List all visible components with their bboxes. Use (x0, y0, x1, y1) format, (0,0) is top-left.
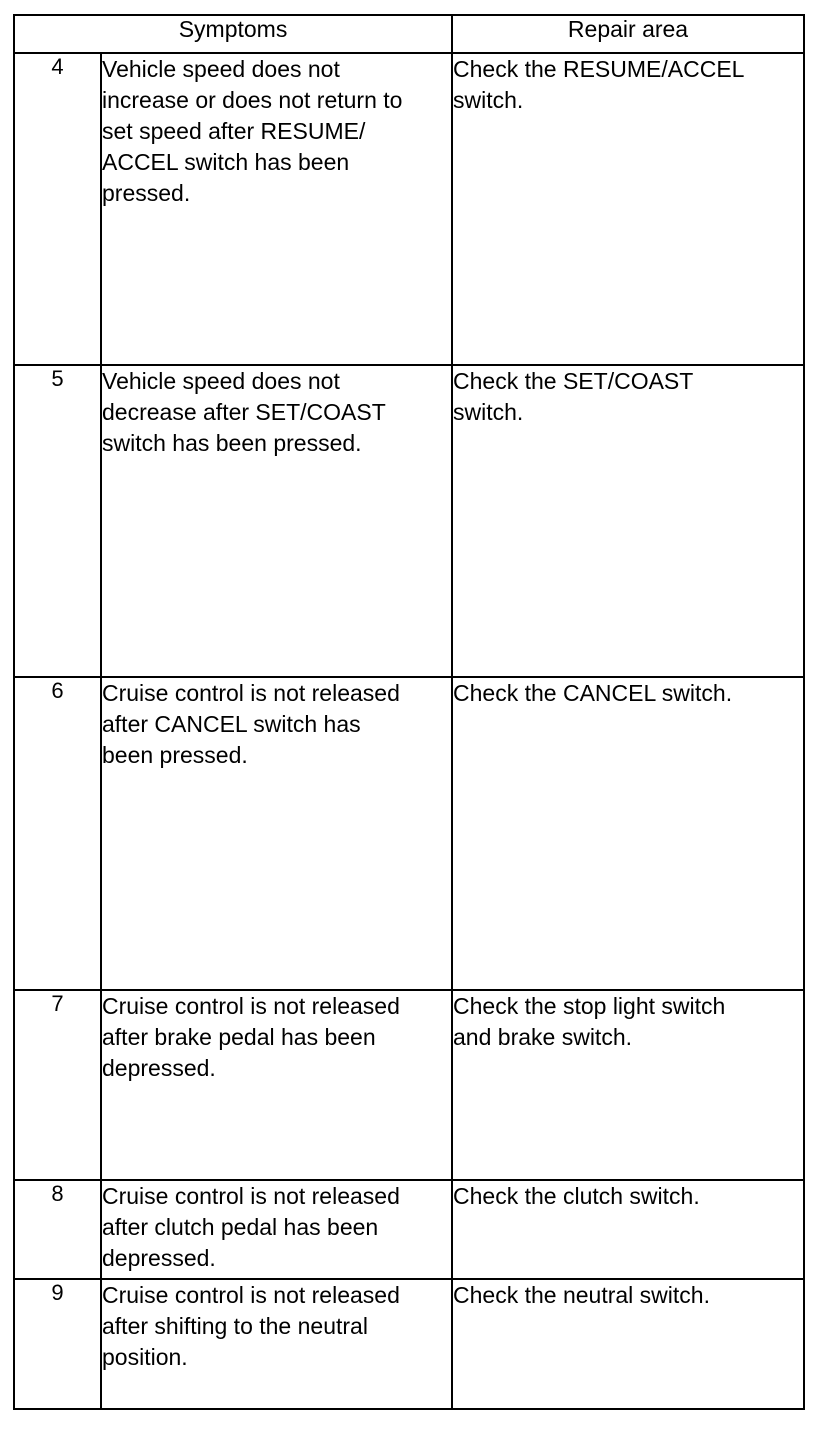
row-number: 5 (14, 365, 101, 677)
symptom-cell: Vehicle speed does not decrease after SET/COAST switch has been pressed. (101, 365, 452, 677)
repair-cell: Check the clutch switch. (452, 1180, 804, 1279)
repair-area-header: Repair area (452, 15, 804, 53)
symptom-cell: Cruise control is not released after shifting to the neutral position. (101, 1279, 452, 1409)
repair-cell: Check the neutral switch. (452, 1279, 804, 1409)
table-row (14, 1279, 804, 1409)
row-number: 8 (14, 1180, 101, 1279)
symptom-cell: Vehicle speed does not increase or does not return to set speed after RESUME/ ACCEL switch has been pressed. (101, 53, 452, 365)
table-header-row (14, 15, 804, 53)
row-number: 4 (14, 53, 101, 365)
repair-cell: Check the RESUME/ACCEL switch. (452, 53, 804, 365)
symptom-cell: Cruise control is not released after clutch pedal has been depressed. (101, 1180, 452, 1279)
table-row (14, 365, 804, 677)
symptom-cell: Cruise control is not released after CANCEL switch has been pressed. (101, 677, 452, 990)
table-row (14, 53, 804, 365)
repair-cell: Check the stop light switch and brake switch. (452, 990, 804, 1180)
table-row (14, 990, 804, 1180)
row-number: 7 (14, 990, 101, 1180)
symptom-table (13, 14, 805, 1410)
row-number: 6 (14, 677, 101, 990)
repair-cell: Check the SET/COAST switch. (452, 365, 804, 677)
symptom-cell: Cruise control is not released after brake pedal has been depressed. (101, 990, 452, 1180)
symptoms-header: Symptoms (14, 15, 452, 53)
table-row (14, 677, 804, 990)
table-row (14, 1180, 804, 1279)
row-number: 9 (14, 1279, 101, 1409)
repair-cell: Check the CANCEL switch. (452, 677, 804, 990)
